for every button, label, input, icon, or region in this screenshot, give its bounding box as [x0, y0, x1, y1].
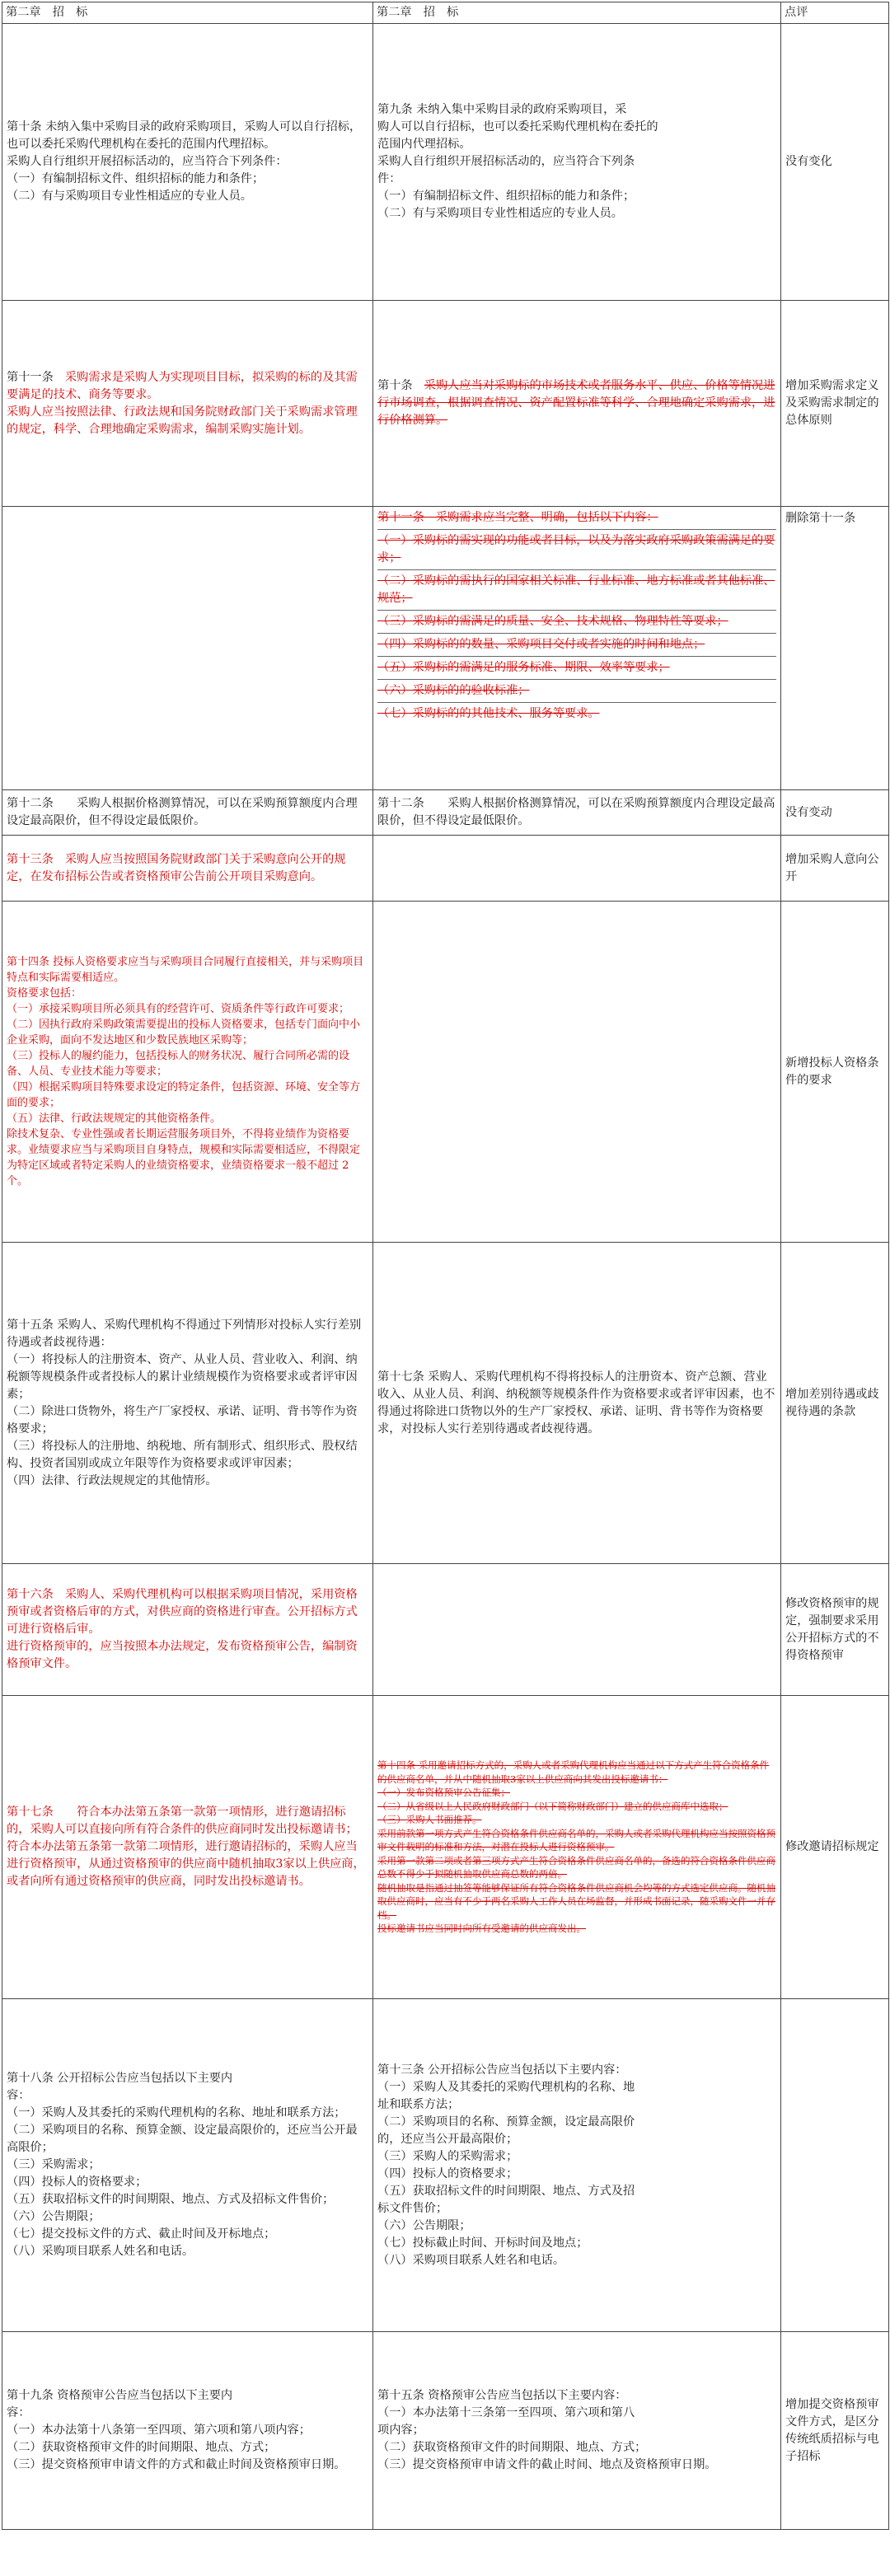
header-new-rules: 第二章 招 标 — [2, 2, 373, 24]
comment-cell: 修改资格预审的规定，强制要求采用公开招标方式的不得资格预审 — [781, 1564, 889, 1696]
comment-cell: 新增投标人资格条件的要求 — [781, 902, 889, 1243]
comment-cell: 增加差别待遇或歧视待遇的条款 — [781, 1243, 889, 1564]
old-article-14: 第十四条 采用邀请招标方式的，采购人或者采购代理机构应当通过以下方式产生符合资格条件的供应商名单，并从中随机抽取3家以上供应商向其发出投标邀请书： （一）发布资格预审公告征集； （二）从省级以上人民政府财政部门（以下简称财政部门）建立的供应商库中选取； （三）采购人书面推荐。 采用前款第一项方式产生符合资格条件供应商名单的，采购人或者采购代理机构应当按照资格预审文件载明的标准和方法，对潜在投标人进行资格预审。 采用第一款第二项或者第三项方式产生符合资格条件供应商名单的，备选的符合资格条件供应商总数不得少于拟随机抽取供应商总数的两倍。 随机抽取是指通过抽签等能够保证所有符合资格条件供应商机会均等的方式选定供应商。随机抽取供应商时，应当有不少于两名采购人工作人员在场监督，并形成书面记录，随采购文件一并存档。 投标邀请书应当同时向所有受邀请的供应商发出。 — [373, 1696, 781, 1999]
new-article-11: 第十一条 采购需求是采购人为实现项目目标，拟采购的标的及其需要满足的技术、商务等要求。 采购人应当按照法律、行政法规和国务院财政部门关于采购需求管理的规定，科学、合理地确定采购需求，编制采购实施计划。 — [2, 301, 373, 507]
header-comment: 点评 — [781, 2, 889, 24]
comment-cell: 修改邀请招标规定 — [781, 1696, 889, 1999]
new-article-10: 第十条 未纳入集中采购目录的政府采购项目，采购人可以自行招标，也可以委托采购代理机构在委托的范围内代理招标。 采购人自行组织开展招标活动的，应当符合下列条件： （一）有编制招标文件、组织招标的能力和条件； （二）有与采购项目专业性相适应的专业人员。 — [2, 24, 373, 301]
new-empty-cell — [2, 507, 373, 790]
table-row — [2, 1999, 889, 2332]
table-row — [2, 836, 889, 902]
old-empty-cell — [373, 902, 781, 1243]
old-article-13: 第十三条 公开招标公告应当包括以下主要内容： （一）采购人及其委托的采购代理机构的名称、地 址和联系方法； （二）采购项目的名称、预算金额，设定最高限价 的，还应当公开最高限价； （三）采购人的采购需求； （四）投标人的资格要求； （五）获取招标文件的时间期限、地点、方式及招 标文件售价； （六）公告期限； （七）投标截止时间、开标时间及地点； （八）采购项目联系人姓名和电话。 — [373, 1999, 781, 2332]
table-row — [2, 2332, 889, 2530]
new-article-14: 第十四条 投标人资格要求应当与采购项目合同履行直接相关，并与采购项目特点和实际需要相适应。 资格要求包括： （一）承接采购项目所必须具有的经营许可、资质条件等行政许可要求； （二）因执行政府采购政策需要提出的投标人资格要求，包括专门面向中小企业采购，面向不发达地区和少数民族地区采购等； （三）投标人的履约能力，包括投标人的财务状况、履行合同所必需的设备、人员、专业技术能力等要求； （四）根据采购项目特殊要求设定的特定条件，包括资源、环境、安全等方面的要求； （五）法律、行政法规规定的其他资格条件。 除技术复杂、专业性强或者长期运营服务项目外，不得将业绩作为资格要求。业绩要求应当与采购项目自身特点，规模和实际需要相适应，不得限定为特定区域或者特定采购人的业绩资格要求，业绩资格要求一般不超过 2 个。 — [2, 902, 373, 1243]
table-row — [2, 902, 889, 1243]
comment-cell: 删除第十一条 — [781, 507, 889, 790]
table-row — [2, 1243, 889, 1564]
comment-cell: 增加采购人意向公开 — [781, 836, 889, 902]
comparison-table — [2, 2, 889, 2530]
old-empty-cell — [373, 836, 781, 902]
comment-cell: 没有变化 — [781, 24, 889, 301]
table-row — [2, 507, 889, 790]
table-row — [2, 1696, 889, 1999]
table-row — [2, 301, 889, 507]
old-article-10: 第十条 采购人应当对采购标的市场技术或者服务水平、供应、价格等情况进行市场调查，根据调查情况、资产配置标准等科学、合理地确定采购需求，进行价格测算。 — [373, 301, 781, 507]
comment-cell: 增加提交资格预审文件方式，是区分传统纸质招标与电子招标 — [781, 2332, 889, 2530]
comment-cell: 没有变动 — [781, 790, 889, 836]
new-article-17: 第十七条 符合本办法第五条第一款第一项情形，进行邀请招标的，采购人可以直接向所有符合条件的供应商同时发出投标邀请书；符合本办法第五条第一款第二项情形，进行邀请招标的，采购人应当进行资格预审，从通过资格预审的供应商中随机抽取3家以上供应商，或者向所有通过资格预审的供应商，同时发出投标邀请书。 — [2, 1696, 373, 1999]
table-header-row — [2, 2, 889, 24]
comment-cell — [781, 1999, 889, 2332]
table-row — [2, 790, 889, 836]
comment-cell: 增加采购需求定义及采购需求制定的总体原则 — [781, 301, 889, 507]
old-article-9: 第九条 未纳入集中采购目录的政府采购项目，采 购人可以自行招标，也可以委托采购代理机构在委托的 范围内代理招标。 采购人自行组织开展招标活动的，应当符合下列条 件： （一）有编制招标文件、组织招标的能力和条件； （二）有与采购项目专业性相适应的专业人员。 — [373, 24, 781, 301]
table-row — [2, 24, 889, 301]
new-article-18: 第十八条 公开招标公告应当包括以下主要内 容： （一）采购人及其委托的采购代理机构的名称、地址和联系方法； （二）采购项目的名称、预算金额、设定最高限价的，还应当公开最高限价； （三）采购需求； （四）投标人的资格要求； （五）获取招标文件的时间期限、地点、方式及招标文件售价； （六）公告期限； （七）提交投标文件的方式、截止时间及开标地点； （八）采购项目联系人姓名和电话。 — [2, 1999, 373, 2332]
old-article-17: 第十七条 采购人、采购代理机构不得将投标人的注册资本、资产总额、营业收入、从业人员、利润、纳税额等规模条件作为资格要求或者评审因素，也不得通过将除进口货物以外的生产厂家授权、承诺、证明、背书等作为资格要求，对投标人实行差别待遇或者歧视待遇。 — [373, 1243, 781, 1564]
new-article-13: 第十三条 采购人应当按照国务院财政部门关于采购意向公开的规定，在发布招标公告或者资格预审公告前公开项目采购意向。 — [2, 836, 373, 902]
new-article-16: 第十六条 采购人、采购代理机构可以根据采购项目情况，采用资格预审或者资格后审的方式，对供应商的资格进行审查。公开招标方式可进行资格后审。 进行资格预审的，应当按照本办法规定，发布资格预审公告，编制资格预审文件。 — [2, 1564, 373, 1696]
table-row — [2, 1564, 889, 1696]
new-article-19: 第十九条 资格预审公告应当包括以下主要内 容： （一）本办法第十八条第一至四项、第六项和第八项内容； （二）获取资格预审文件的时间期限、地点、方式； （三）提交资格预审申请文件的方式和截止时间及资格预审日期。 — [2, 2332, 373, 2530]
old-article-11-deleted: 第十一条 采购需求应当完整、明确，包括以下内容： （一）采购标的需实现的功能或者目标，以及为落实政府采购政策需满足的要求； （二）采购标的需执行的国家相关标准、行业标准、地方标准或者其他标准、规范； （三）采购标的需满足的质量、安全、技术规格、物理特性等要求； （四）采购标的的数量、采购项目交付或者实施的时间和地点； （五）采购标的需满足的服务标准、期限、效率等要求； （六）采购标的的验收标准； （七）采购标的的其他技术、服务等要求。 — [373, 507, 781, 790]
old-article-12: 第十二条 采购人根据价格测算情况，可以在采购预算额度内合理设定最高限价，但不得设定最低限价。 — [373, 790, 781, 836]
old-empty-cell — [373, 1564, 781, 1696]
header-old-rules: 第二章 招 标 — [373, 2, 781, 24]
new-article-12: 第十二条 采购人根据价格测算情况，可以在采购预算额度内合理设定最高限价，但不得设定最低限价。 — [2, 790, 373, 836]
new-article-15: 第十五条 采购人、采购代理机构不得通过下列情形对投标人实行差别待遇或者歧视待遇： （一）将投标人的注册资本、资产、从业人员、营业收入、利润、纳税额等规模条件或者投标人的累计业绩规模作为资格要求或者评审因素； （二）除进口货物外，将生产厂家授权、承诺、证明、背书等作为资格要求； （三）将投标人的注册地、纳税地、所有制形式、组织形式、股权结构、投资者国别或成立年限等作为资格要求或评审因素； （四）法律、行政法规规定的其他情形。 — [2, 1243, 373, 1564]
old-article-15: 第十五条 资格预审公告应当包括以下主要内容： （一）本办法第十三条第一至四项、第六项和第八 项内容； （二）获取资格预审文件的时间期限、地点、方式； （三）提交资格预审申请文件的截止时间、地点及资格预审日期。 — [373, 2332, 781, 2530]
